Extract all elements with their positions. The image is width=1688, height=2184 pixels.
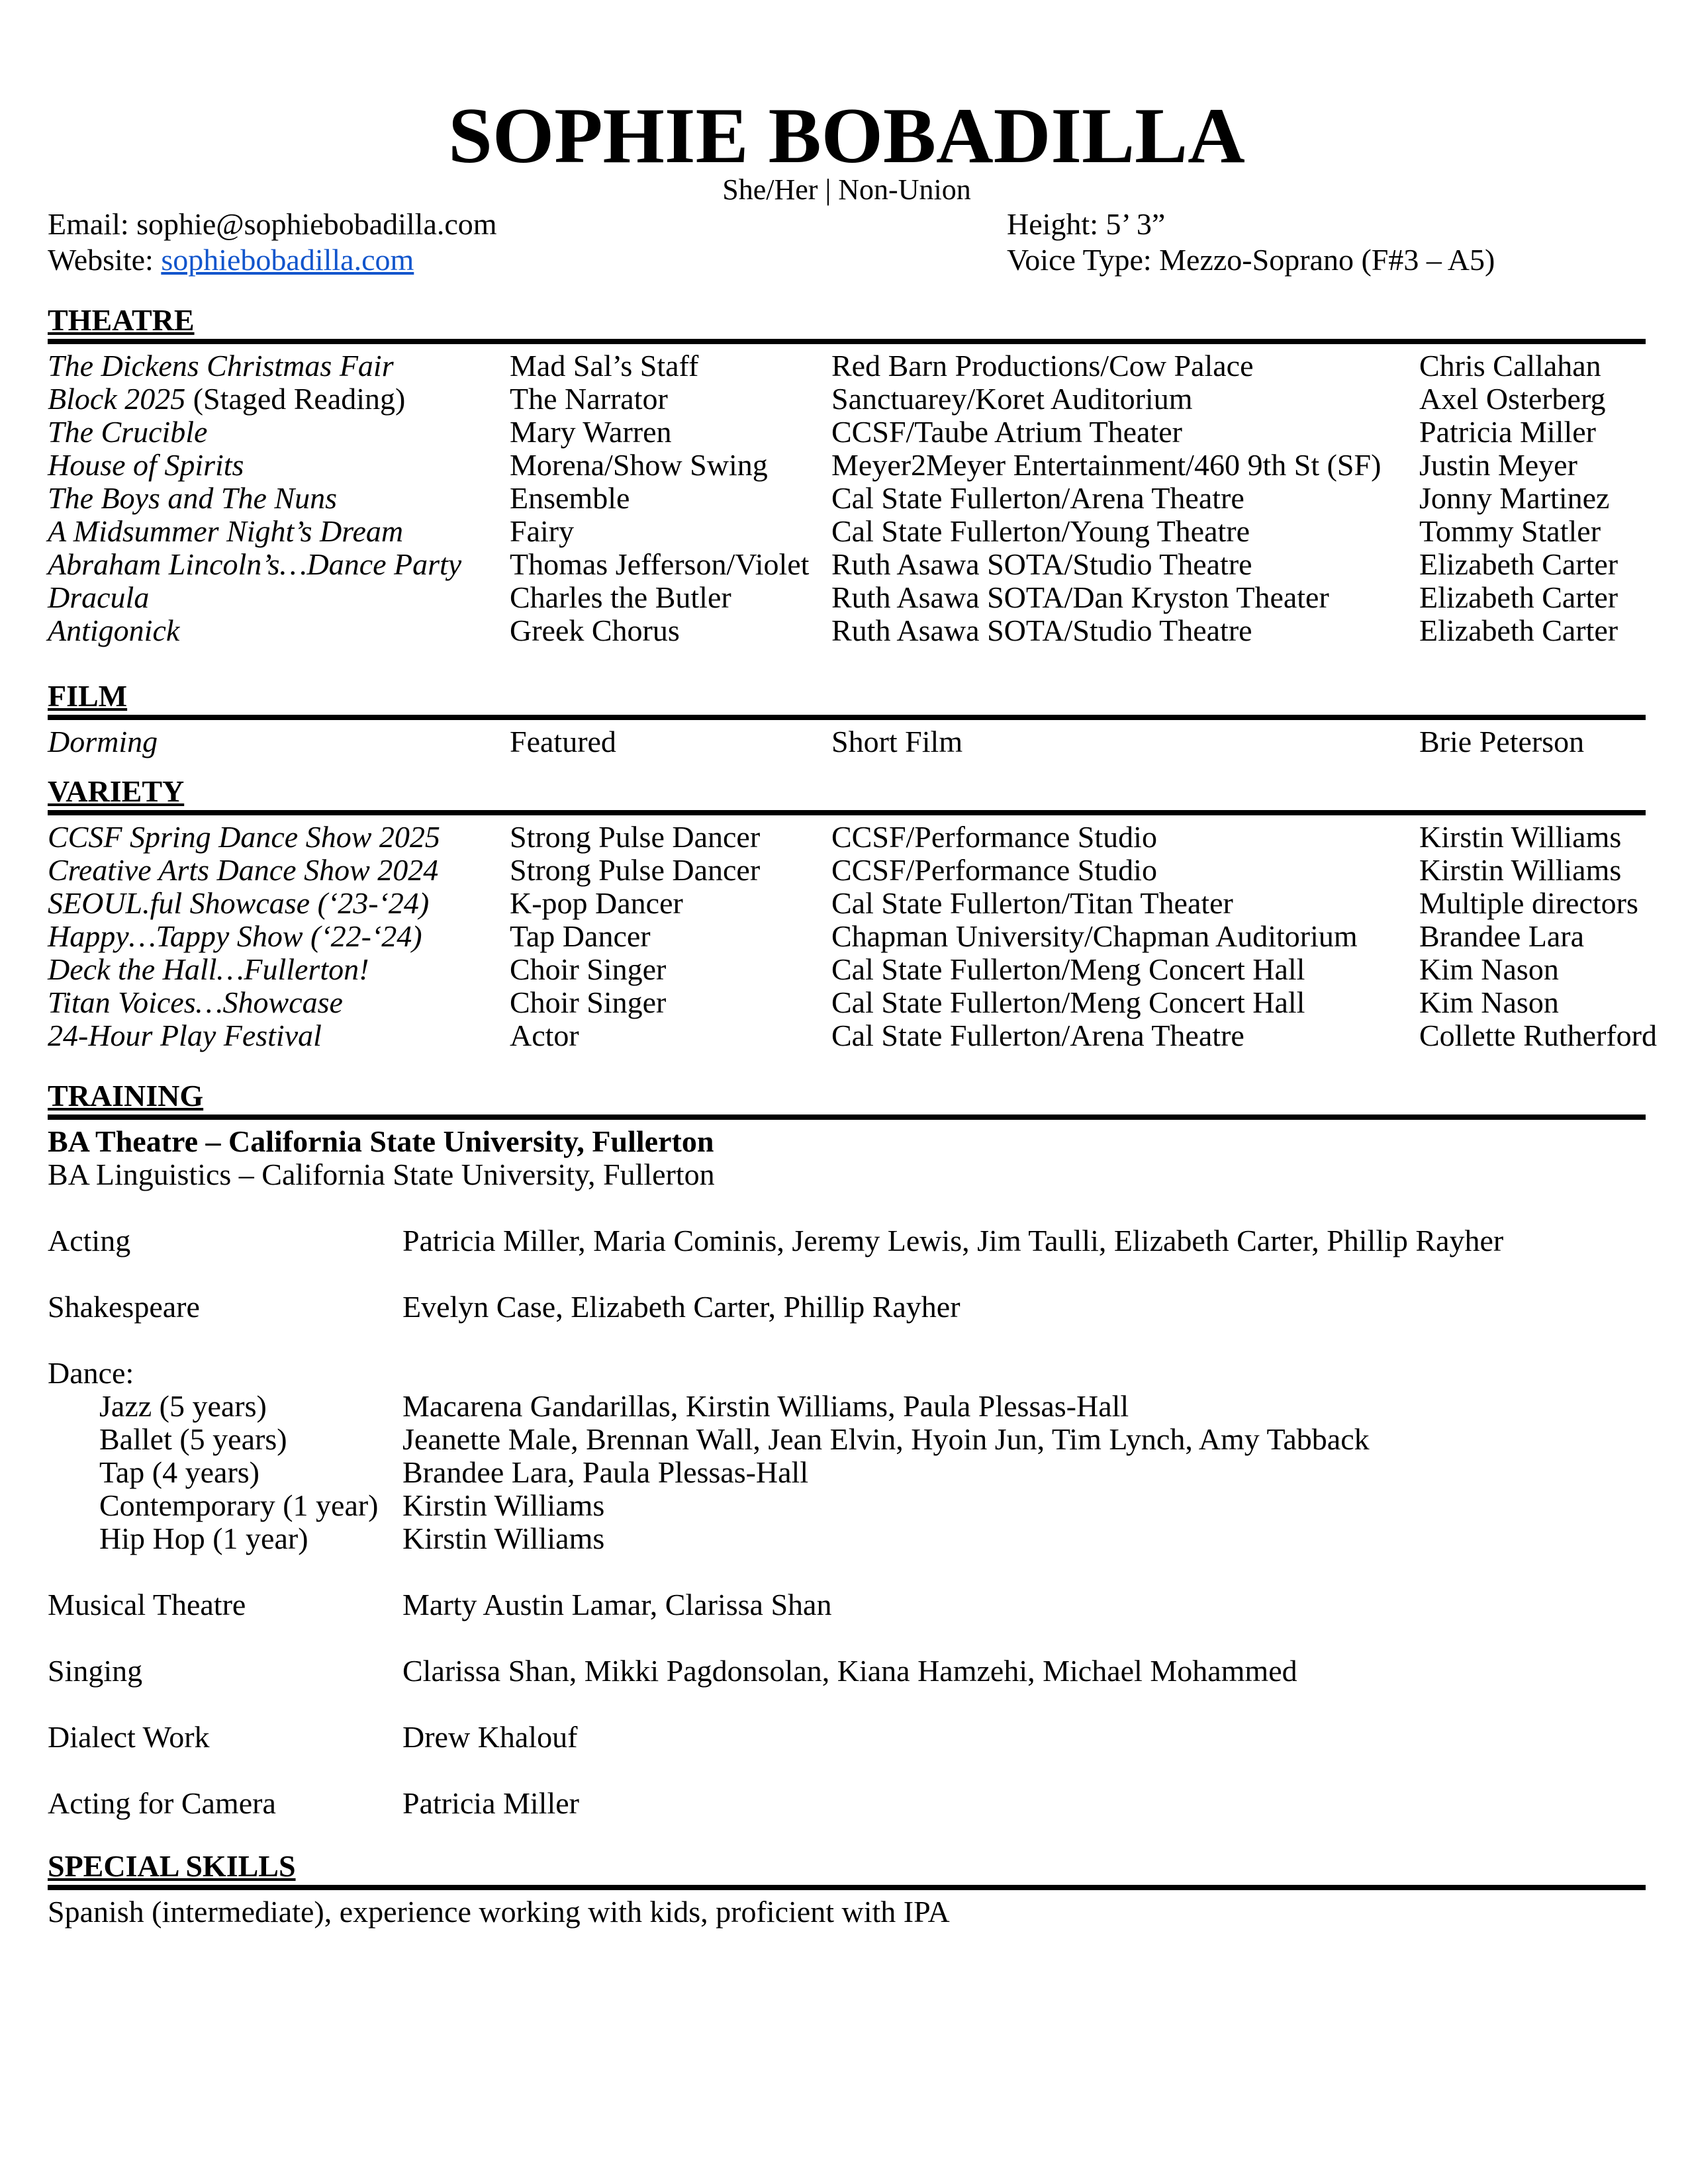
table-row [48, 1019, 1657, 1052]
director: Multiple directors [1419, 886, 1638, 920]
training-value: Jeanette Male, Brennan Wall, Jean Elvin, Hyoin Jun, Tim Lynch, Amy Tabback [402, 1422, 1370, 1456]
training-row-musical-theatre [48, 1588, 1646, 1621]
venue: Meyer2Meyer Entertainment/460 9th St (SF) [831, 448, 1382, 482]
section-title: SPECIAL SKILLS [48, 1849, 296, 1883]
training-row-tap [48, 1456, 1646, 1489]
training-value: Patricia Miller, Maria Cominis, Jeremy Lewis, Jim Taulli, Elizabeth Carter, Phillip Rayher [402, 1224, 1504, 1257]
training-value: Marty Austin Lamar, Clarissa Shan [402, 1588, 832, 1621]
training-row-contemporary [48, 1489, 1646, 1522]
director: Brie Peterson [1419, 725, 1585, 758]
title-italic: Dracula [48, 580, 150, 614]
film-table [48, 725, 1646, 758]
training-label: Acting for Camera [48, 1786, 276, 1820]
table-row [48, 449, 1646, 482]
director: Patricia Miller [1419, 415, 1596, 449]
production-title [48, 349, 510, 383]
table-row [48, 349, 1646, 383]
production-title [48, 581, 510, 614]
website-line [48, 242, 1007, 278]
title-italic: Titan Voices…Showcase [48, 985, 343, 1019]
training-row-camera [48, 1787, 1646, 1820]
production-title [48, 383, 510, 416]
training-row-hiphop [48, 1522, 1646, 1555]
section-header-special-skills [48, 1849, 1646, 1890]
height-line: Height: 5’ 3” [1007, 207, 1166, 241]
training-value: Brandee Lara, Paula Plessas-Hall [402, 1455, 809, 1489]
training-row-ballet [48, 1423, 1646, 1456]
venue: Cal State Fullerton/Titan Theater [831, 886, 1233, 920]
table-row [48, 821, 1646, 854]
production-title [48, 725, 510, 758]
training-value: Macarena Gandarillas, Kirstin Williams, Paula Plessas-Hall [402, 1389, 1129, 1423]
director: Elizabeth Carter [1419, 614, 1618, 647]
production-title [48, 449, 510, 482]
website-label: Website: [48, 243, 162, 277]
venue: Cal State Fullerton/Meng Concert Hall [831, 952, 1305, 986]
email-label: Email: [48, 207, 137, 241]
director: Axel Osterberg [1419, 382, 1606, 416]
section-title: FILM [48, 679, 128, 713]
special-skills-text: Spanish (intermediate), experience working with kids, proficient with IPA [48, 1895, 950, 1929]
title-italic: Abraham Lincoln’s…Dance Party [48, 547, 462, 581]
training-label: Ballet (5 years) [99, 1422, 287, 1456]
production-title [48, 1019, 510, 1052]
role: Greek Chorus [510, 614, 680, 647]
title-italic: Happy…Tappy Show (‘22-‘24) [48, 919, 422, 953]
director: Elizabeth Carter [1419, 580, 1618, 614]
section-header-training [48, 1079, 1646, 1120]
table-row [48, 986, 1646, 1019]
venue: Cal State Fullerton/Young Theatre [831, 514, 1250, 548]
production-title [48, 515, 510, 548]
venue: Ruth Asawa SOTA/Studio Theatre [831, 547, 1252, 581]
title-italic: A Midsummer Night’s Dream [48, 514, 404, 548]
table-row [48, 953, 1646, 986]
table-row [48, 920, 1646, 953]
role: Fairy [510, 514, 575, 548]
role: Featured [510, 725, 616, 758]
title-italic: The Dickens Christmas Fair [48, 349, 394, 383]
voice-type-line: Voice Type: Mezzo-Soprano (F#3 – A5) [1007, 243, 1495, 277]
venue: Ruth Asawa SOTA/Studio Theatre [831, 614, 1252, 647]
role: Thomas Jefferson/Violet [510, 547, 810, 581]
director: Tommy Statler [1419, 514, 1601, 548]
production-title [48, 887, 510, 920]
director: Kim Nason [1419, 952, 1559, 986]
role: Charles the Butler [510, 580, 731, 614]
venue: CCSF/Performance Studio [831, 820, 1157, 854]
director: Kirstin Williams [1419, 820, 1622, 854]
role: Choir Singer [510, 952, 667, 986]
title-italic: 24-Hour Play Festival [48, 1019, 322, 1052]
title-italic: Deck the Hall…Fullerton! [48, 952, 369, 986]
role: K-pop Dancer [510, 886, 683, 920]
production-title [48, 482, 510, 515]
director: Chris Callahan [1419, 349, 1601, 383]
table-row [48, 383, 1646, 416]
title-italic: Antigonick [48, 614, 180, 647]
role: Strong Pulse Dancer [510, 853, 761, 887]
table-row [48, 614, 1646, 647]
section-title: THEATRE [48, 303, 195, 337]
title-italic: House of Spirits [48, 448, 244, 482]
table-row [48, 725, 1646, 758]
role: Morena/Show Swing [510, 448, 768, 482]
training-row-singing [48, 1655, 1646, 1688]
table-row [48, 482, 1646, 515]
production-title [48, 986, 510, 1019]
training-value: Patricia Miller [402, 1786, 579, 1820]
director: Collette Rutherford [1419, 1019, 1657, 1052]
training-label: Contemporary (1 year) [99, 1488, 379, 1522]
training-label: Hip Hop (1 year) [99, 1522, 308, 1555]
role: The Narrator [510, 382, 668, 416]
production-title [48, 614, 510, 647]
training-label: Singing [48, 1654, 143, 1688]
production-title [48, 953, 510, 986]
venue: CCSF/Taube Atrium Theater [831, 415, 1182, 449]
dance-label: Dance: [48, 1356, 134, 1390]
role: Tap Dancer [510, 919, 651, 953]
training-label: Acting [48, 1224, 131, 1257]
email-line [48, 206, 1007, 242]
training-value: Evelyn Case, Elizabeth Carter, Phillip Rayher [402, 1290, 961, 1324]
production-title [48, 548, 510, 581]
role: Ensemble [510, 481, 630, 515]
production-title [48, 854, 510, 887]
training-label: Dialect Work [48, 1720, 210, 1754]
training-value: Clarissa Shan, Mikki Pagdonsolan, Kiana Hamzehi, Michael Mohammed [402, 1654, 1297, 1688]
production-title [48, 920, 510, 953]
table-row [48, 581, 1646, 614]
section-title: TRAINING [48, 1079, 204, 1113]
training-label: Shakespeare [48, 1290, 200, 1324]
role: Choir Singer [510, 985, 667, 1019]
venue: Sanctuarey/Koret Auditorium [831, 382, 1193, 416]
degree-line-primary: BA Theatre – California State University, Fullerton [48, 1124, 714, 1158]
table-row [48, 854, 1646, 887]
director: Justin Meyer [1419, 448, 1577, 482]
training-row-dialect [48, 1721, 1646, 1754]
training-row-jazz [48, 1390, 1646, 1423]
title-italic: Creative Arts Dance Show 2024 [48, 853, 439, 887]
director: Jonny Martinez [1419, 481, 1610, 515]
training-label: Jazz (5 years) [99, 1389, 267, 1423]
contact-row-1 [48, 206, 1646, 242]
variety-table [48, 820, 1657, 1052]
venue: Ruth Asawa SOTA/Dan Kryston Theater [831, 580, 1329, 614]
director: Brandee Lara [1419, 919, 1585, 953]
page-title: SOPHIE BOBADILLA [448, 91, 1245, 179]
title-italic: Dorming [48, 725, 158, 758]
training-block [48, 1125, 1646, 1820]
venue: Cal State Fullerton/Arena Theatre [831, 481, 1244, 515]
venue: Red Barn Productions/Cow Palace [831, 349, 1254, 383]
section-header-theatre [48, 303, 1646, 344]
training-label: Tap (4 years) [99, 1455, 259, 1489]
title-italic: The Crucible [48, 415, 208, 449]
table-row [48, 515, 1646, 548]
training-value: Kirstin Williams [402, 1488, 605, 1522]
theatre-table [48, 349, 1646, 647]
table-row [48, 887, 1646, 920]
role: Strong Pulse Dancer [510, 820, 761, 854]
section-header-variety [48, 774, 1646, 815]
training-value: Drew Khalouf [402, 1720, 578, 1754]
title-suffix: (Staged Reading) [185, 382, 406, 416]
section-title: VARIETY [48, 774, 185, 808]
table-row [48, 416, 1646, 449]
title-italic: The Boys and The Nuns [48, 481, 337, 515]
role: Mad Sal’s Staff [510, 349, 699, 383]
director: Elizabeth Carter [1419, 547, 1618, 581]
venue: CCSF/Performance Studio [831, 853, 1157, 887]
contact-row-2 [48, 242, 1646, 278]
section-header-film [48, 679, 1646, 720]
role: Actor [510, 1019, 579, 1052]
title-italic: CCSF Spring Dance Show 2025 [48, 820, 440, 854]
venue: Chapman University/Chapman Auditorium [831, 919, 1358, 953]
training-value: Kirstin Williams [402, 1522, 605, 1555]
venue: Cal State Fullerton/Arena Theatre [831, 1019, 1244, 1052]
table-row [48, 548, 1646, 581]
venue: Short Film [831, 725, 963, 758]
production-title [48, 821, 510, 854]
role: Mary Warren [510, 415, 672, 449]
director: Kim Nason [1419, 985, 1559, 1019]
pronouns-union-line: She/Her | Non-Union [722, 173, 971, 206]
training-row-acting [48, 1224, 1646, 1257]
production-title [48, 416, 510, 449]
title-italic: SEOUL.ful Showcase (‘23-‘24) [48, 886, 430, 920]
title-italic: Block 2025 [48, 382, 186, 416]
training-label: Musical Theatre [48, 1588, 246, 1621]
director: Kirstin Williams [1419, 853, 1622, 887]
training-row-shakespeare [48, 1291, 1646, 1324]
degree-line-secondary: BA Linguistics – California State University, Fullerton [48, 1158, 715, 1191]
venue: Cal State Fullerton/Meng Concert Hall [831, 985, 1305, 1019]
website-link[interactable]: sophiebobadilla.com [161, 243, 414, 277]
email-value: sophie@sophiebobadilla.com [136, 207, 497, 241]
